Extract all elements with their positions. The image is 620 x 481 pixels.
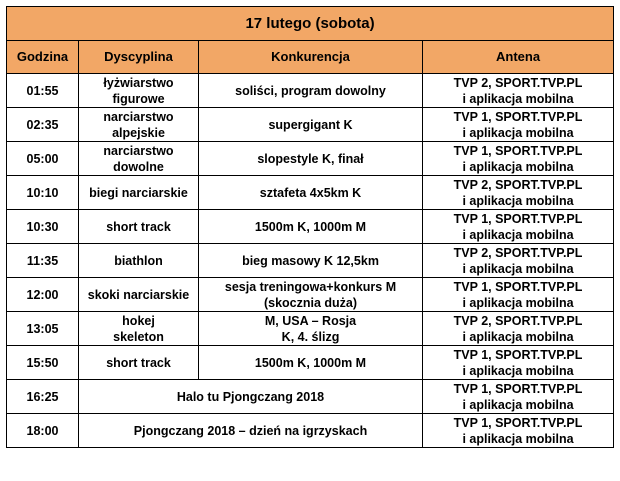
time-cell: 15:50: [7, 346, 79, 380]
title-row: [7, 7, 614, 41]
table-row: [7, 108, 614, 142]
competition-cell: M, USA – Rosja K, 4. ślizg: [199, 312, 423, 346]
time-cell: 01:55: [7, 74, 79, 108]
competition-cell: sesja treningowa+konkurs M (skocznia duża): [199, 278, 423, 312]
discipline-cell: short track: [79, 210, 199, 244]
channel-cell: TVP 1, SPORT.TVP.PL i aplikacja mobilna: [423, 278, 614, 312]
time-cell: 11:35: [7, 244, 79, 278]
header-row: [7, 41, 614, 74]
channel-cell: TVP 1, SPORT.TVP.PL i aplikacja mobilna: [423, 414, 614, 448]
discipline-cell: łyżwiarstwo figurowe: [79, 74, 199, 108]
program-cell: Halo tu Pjongczang 2018: [79, 380, 423, 414]
discipline-cell: short track: [79, 346, 199, 380]
time-cell: 10:10: [7, 176, 79, 210]
program-cell: Pjongczang 2018 – dzień na igrzyskach: [79, 414, 423, 448]
channel-cell: TVP 1, SPORT.TVP.PL i aplikacja mobilna: [423, 142, 614, 176]
schedule-table: [6, 6, 614, 448]
time-cell: 16:25: [7, 380, 79, 414]
schedule-title: 17 lutego (sobota): [7, 7, 614, 41]
table-row: [7, 176, 614, 210]
table-row: [7, 142, 614, 176]
discipline-cell: biegi narciarskie: [79, 176, 199, 210]
time-cell: 18:00: [7, 414, 79, 448]
competition-cell: slopestyle K, finał: [199, 142, 423, 176]
table-row: [7, 244, 614, 278]
schedule-container: [6, 6, 613, 448]
channel-cell: TVP 2, SPORT.TVP.PL i aplikacja mobilna: [423, 244, 614, 278]
competition-cell: sztafeta 4x5km K: [199, 176, 423, 210]
competition-cell: soliści, program dowolny: [199, 74, 423, 108]
table-row: [7, 74, 614, 108]
table-row: [7, 278, 614, 312]
table-row: [7, 312, 614, 346]
time-cell: 05:00: [7, 142, 79, 176]
table-row: [7, 414, 614, 448]
time-cell: 02:35: [7, 108, 79, 142]
competition-cell: 1500m K, 1000m M: [199, 210, 423, 244]
table-row: [7, 380, 614, 414]
discipline-cell: hokej skeleton: [79, 312, 199, 346]
channel-cell: TVP 2, SPORT.TVP.PL i aplikacja mobilna: [423, 176, 614, 210]
channel-cell: TVP 1, SPORT.TVP.PL i aplikacja mobilna: [423, 108, 614, 142]
discipline-cell: narciarstwo dowolne: [79, 142, 199, 176]
time-cell: 13:05: [7, 312, 79, 346]
channel-cell: TVP 2, SPORT.TVP.PL i aplikacja mobilna: [423, 74, 614, 108]
table-row: [7, 210, 614, 244]
competition-cell: bieg masowy K 12,5km: [199, 244, 423, 278]
column-header-time: Godzina: [7, 41, 79, 74]
column-header-discipline: Dyscyplina: [79, 41, 199, 74]
channel-cell: TVP 1, SPORT.TVP.PL i aplikacja mobilna: [423, 346, 614, 380]
time-cell: 12:00: [7, 278, 79, 312]
competition-cell: 1500m K, 1000m M: [199, 346, 423, 380]
table-row: [7, 346, 614, 380]
channel-cell: TVP 1, SPORT.TVP.PL i aplikacja mobilna: [423, 210, 614, 244]
column-header-competition: Konkurencja: [199, 41, 423, 74]
time-cell: 10:30: [7, 210, 79, 244]
discipline-cell: narciarstwo alpejskie: [79, 108, 199, 142]
channel-cell: TVP 1, SPORT.TVP.PL i aplikacja mobilna: [423, 380, 614, 414]
discipline-cell: biathlon: [79, 244, 199, 278]
discipline-cell: skoki narciarskie: [79, 278, 199, 312]
column-header-channel: Antena: [423, 41, 614, 74]
channel-cell: TVP 2, SPORT.TVP.PL i aplikacja mobilna: [423, 312, 614, 346]
competition-cell: supergigant K: [199, 108, 423, 142]
